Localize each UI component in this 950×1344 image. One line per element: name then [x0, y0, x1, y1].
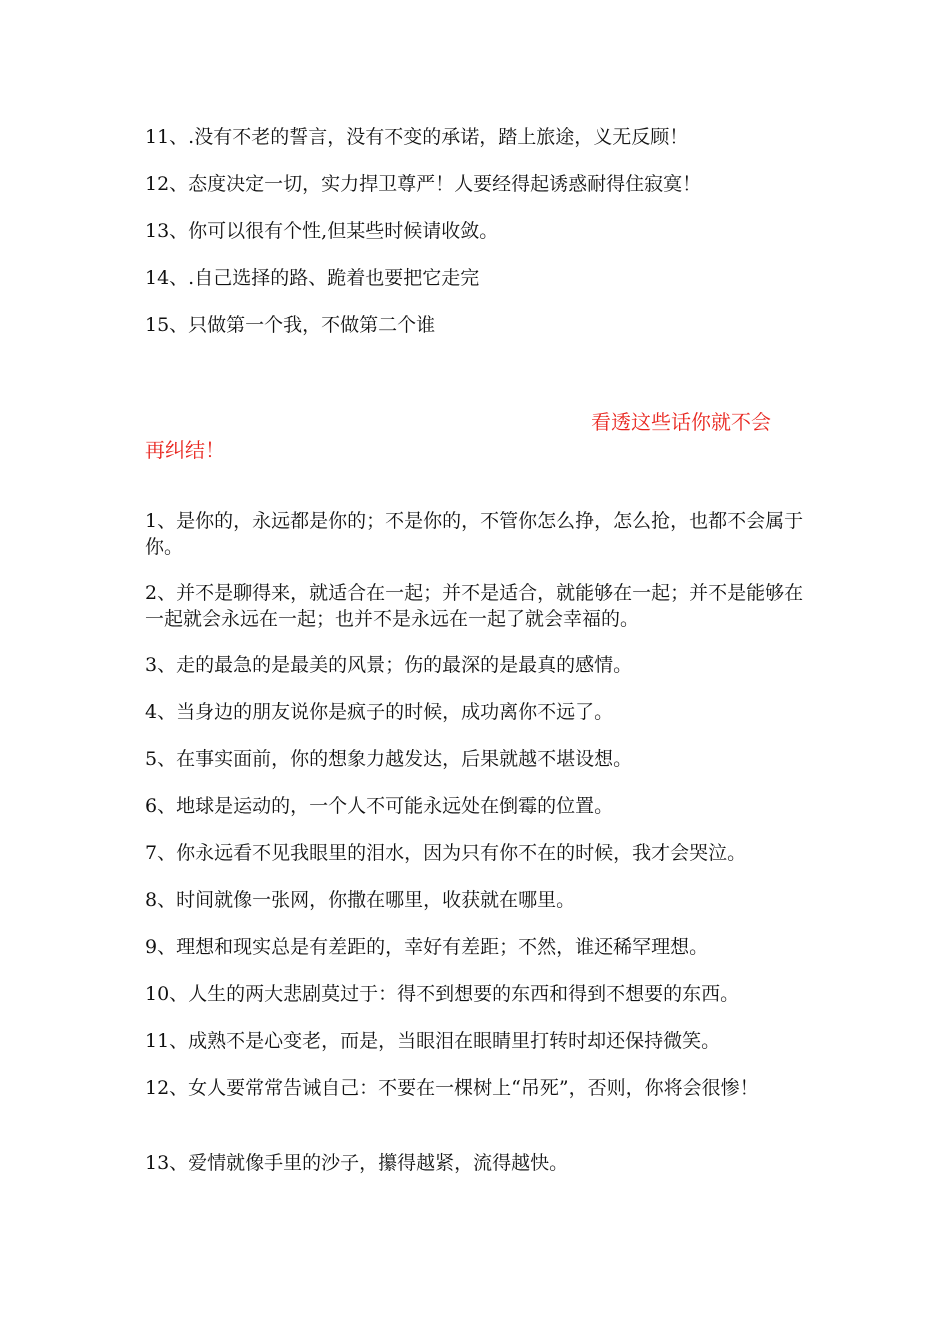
- main-list-item-11: 11、成熟不是心变老，而是，当眼泪在眼睛里打转时却还保持微笑。: [145, 1030, 721, 1052]
- main-list-item-10: 10、人生的两大悲剧莫过于：得不到想要的东西和得到不想要的东西。: [145, 983, 740, 1005]
- main-list-item-5: 5、在事实面前，你的想象力越发达，后果就越不堪设想。: [145, 748, 633, 770]
- top-list-item-11: 11、.没有不老的誓言，没有不变的承诺，踏上旅途，义无反顾！: [145, 126, 689, 148]
- top-list-item-12: 12、态度决定一切，实力捍卫尊严！人要经得起诱惑耐得住寂寞！: [145, 173, 702, 195]
- main-list-item-12: 12、女人要常常告诫自己：不要在一棵树上“吊死”，否则，你将会很惨！: [145, 1077, 759, 1099]
- top-list-item-14: 14、.自己选择的路、跪着也要把它走完: [145, 267, 480, 289]
- section-heading-part2: 再纠结！: [145, 438, 225, 462]
- main-list-item-6: 6、地球是运动的，一个人不可能永远处在倒霉的位置。: [145, 795, 614, 817]
- top-list-item-15: 15、只做第一个我，不做第二个谁: [145, 314, 436, 336]
- top-list-item-13: 13、你可以很有个性,但某些时候请收敛。: [145, 220, 499, 242]
- main-list-item-9: 9、理想和现实总是有差距的，幸好有差距；不然，谁还稀罕理想。: [145, 936, 709, 958]
- section-heading-part1: 看透这些话你就不会: [591, 410, 771, 434]
- main-list-item-4: 4、当身边的朋友说你是疯子的时候，成功离你不远了。: [145, 701, 614, 723]
- main-list-item-8: 8、时间就像一张网，你撒在哪里，收获就在哪里。: [145, 889, 576, 911]
- main-list-item-1: 1、是你的，永远都是你的；不是你的，不管你怎么挣，怎么抢，也都不会属于你。: [145, 510, 804, 558]
- main-list-item-2: 2、并不是聊得来，就适合在一起；并不是适合，就能够在一起；并不是能够在一起就会永远在一起；也并不是永远在一起了就会幸福的。: [145, 582, 804, 630]
- main-list-item-3: 3、走的最急的是最美的风景；伤的最深的是最真的感情。: [145, 654, 633, 676]
- main-list-item-13: 13、爱情就像手里的沙子，攥得越紧，流得越快。: [145, 1152, 569, 1174]
- main-list-item-7: 7、你永远看不见我眼里的泪水，因为只有你不在的时候，我才会哭泣。: [145, 842, 747, 864]
